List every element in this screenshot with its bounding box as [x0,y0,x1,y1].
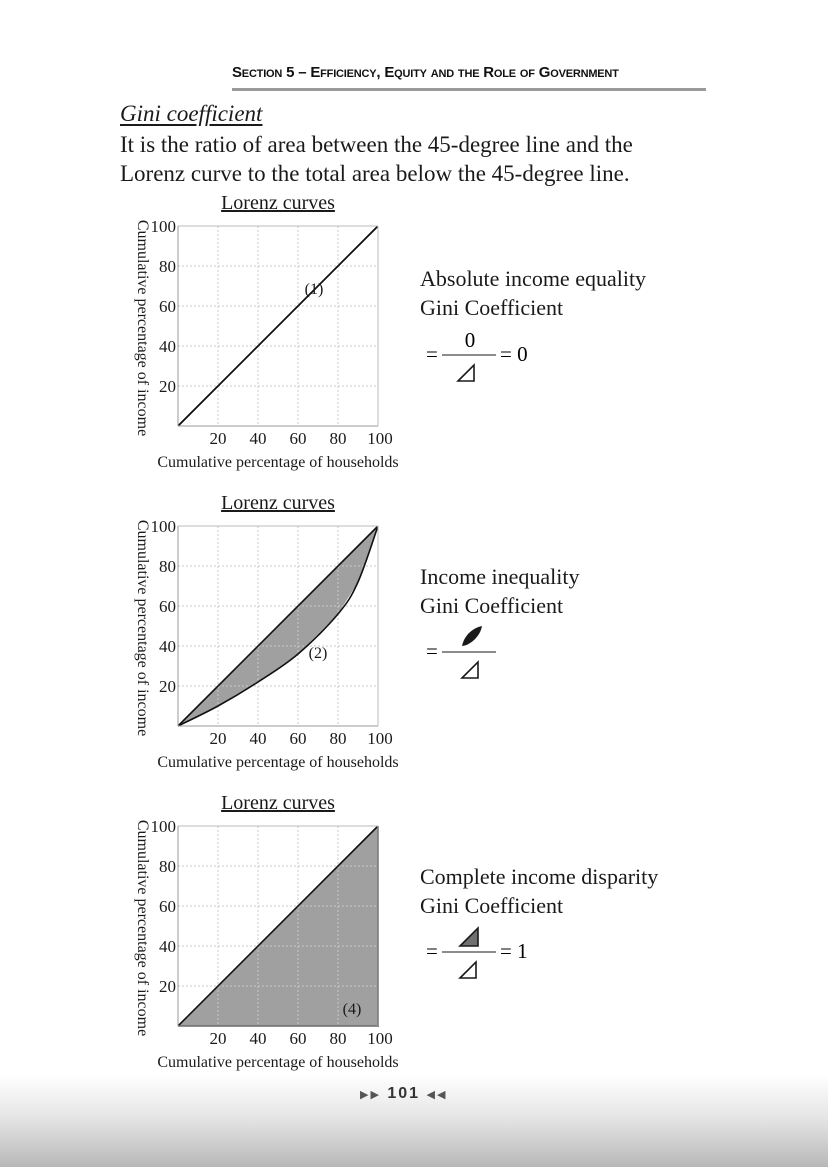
running-header: Section 5 – Efficiency, Equity and the Role of Government [232,64,706,91]
definition-line-1: It is the ratio of area between the 45-degree line and the [120,132,633,157]
chart-title: Lorenz curves [221,492,335,514]
side-subtitle: Gini Coefficient [420,295,564,320]
x-tick-label: 60 [289,429,307,448]
x-tick-label: 80 [329,429,347,448]
x-tick-label: 40 [249,1029,267,1048]
page-number [360,1085,447,1103]
x-tick-label: 40 [249,429,267,448]
y-tick-label: 80 [159,557,176,576]
side-label-disparity [420,862,658,920]
lorenz-curve [178,226,378,426]
formula-result: = 0 [500,342,528,366]
y-tick-label: 40 [159,937,176,956]
section-heading: Gini coefficient [120,101,263,126]
x-tick-label: 20 [209,1029,227,1048]
y-tick-label: 60 [159,597,176,616]
lorenz-chart-disparity [0,790,420,1075]
y-tick-label: 80 [159,857,176,876]
back-arrows-icon: ◀◀ [426,1089,448,1101]
gini-formula-disparity [420,922,550,982]
y-tick-label: 20 [159,677,176,696]
formula-equals: = [426,342,438,366]
x-tick-label: 80 [329,729,347,748]
y-tick-label: 60 [159,297,176,316]
side-title: Complete income disparity [420,864,659,889]
x-tick-label: 80 [329,1029,347,1048]
region-annotation: (1) [304,281,324,298]
definition-line-2: Lorenz curve to the total area below the 45-degree line. [120,161,630,186]
lens-area-icon [462,626,482,646]
y-tick-label: 20 [159,377,176,396]
side-subtitle: Gini Coefficient [420,593,564,618]
formula-equals: = [426,939,438,963]
formula-equals: = [426,639,438,663]
side-label-equality [420,264,646,322]
region-annotation: (4) [342,1001,362,1018]
y-tick-label: 100 [150,217,176,236]
lorenz-chart-inequality [0,490,420,775]
x-axis-label: Cumulative percentage of households [157,454,399,471]
x-tick-label: 40 [249,729,267,748]
y-axis-label: Cumulative percentage of income [134,519,151,737]
y-tick-label: 40 [159,637,176,656]
x-tick-label: 20 [209,729,227,748]
triangle-icon [458,365,474,381]
triangle-icon [460,962,476,978]
y-tick-label: 100 [150,817,176,836]
x-tick-label: 100 [367,429,393,448]
page-number-text: 101 [387,1085,421,1102]
lorenz-chart-equality [0,190,420,475]
x-axis-label: Cumulative percentage of households [157,754,399,771]
forward-arrows-icon: ▶▶ [360,1089,381,1101]
gini-formula-inequality [420,622,550,682]
chart-title: Lorenz curves [221,192,335,214]
chart-title: Lorenz curves [221,792,335,814]
y-tick-label: 60 [159,897,176,916]
y-axis-label: Cumulative percentage of income [134,219,151,437]
side-title: Income inequality [420,564,580,589]
x-axis-label: Cumulative percentage of households [157,1054,399,1071]
equality-line [178,526,378,726]
x-tick-label: 100 [367,1029,393,1048]
y-tick-label: 100 [150,517,176,536]
side-label-inequality [420,562,579,620]
y-axis-label: Cumulative percentage of income [134,819,151,1037]
x-tick-label: 60 [289,729,307,748]
x-tick-label: 100 [367,729,393,748]
x-tick-label: 20 [209,429,227,448]
region-annotation: (2) [308,645,328,662]
formula-numerator: 0 [464,328,476,352]
x-tick-label: 60 [289,1029,307,1048]
side-title: Absolute income equality [420,266,647,291]
y-tick-label: 80 [159,257,176,276]
definition-text [120,130,740,188]
gini-formula-equality [420,325,550,385]
filled-triangle-icon [460,928,478,946]
y-tick-label: 20 [159,977,176,996]
side-subtitle: Gini Coefficient [420,893,564,918]
triangle-icon [462,662,478,678]
y-tick-label: 40 [159,337,176,356]
formula-result: = 1 [500,939,528,963]
